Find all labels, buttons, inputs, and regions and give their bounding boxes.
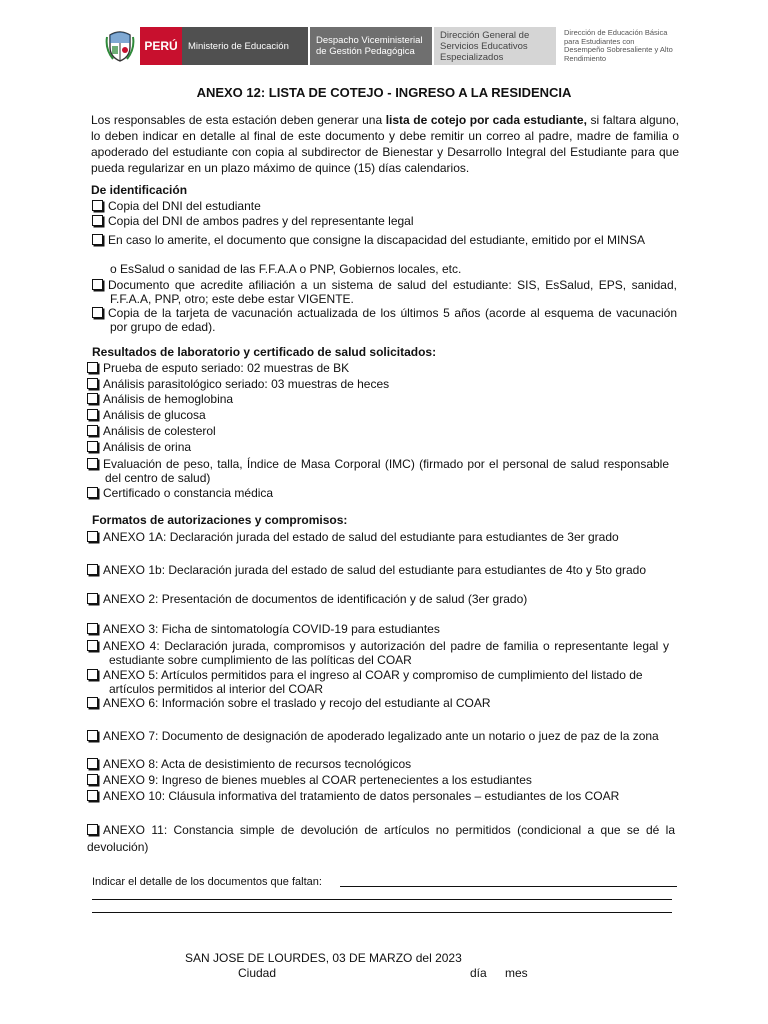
- list-item: ANEXO 2: Presentación de documentos de identificación y de salud (3er grado): [87, 591, 567, 608]
- list-item: ANEXO 6: Información sobre el traslado y recojo del estudiante al COAR: [87, 695, 527, 712]
- list-item: ANEXO 5: Artículos permitidos para el ingreso al COAR y compromiso de cumplimiento del listado de artículos permitidos al interior del COAR: [87, 668, 673, 696]
- checkbox-icon: [87, 393, 98, 404]
- list-item: ANEXO 11: Constancia simple de devolución de artículos no permitidos (condicional a que se dé la devolución): [87, 823, 675, 854]
- coat-of-arms-icon: [100, 27, 140, 65]
- checkbox-icon: [87, 640, 98, 651]
- date-location: SAN JOSE DE LOURDES, 03 DE MARZO del 2023: [185, 951, 462, 965]
- list-item: Análisis de colesterol: [87, 424, 216, 438]
- list-item: ANEXO 9: Ingreso de bienes muebles al COAR pertenecientes a los estudiantes: [87, 773, 532, 787]
- checkbox-icon: [87, 774, 98, 785]
- detalle-label: Indicar el detalle de los documentos que faltan:: [92, 876, 322, 888]
- list-item: Copia del DNI del estudiante: [92, 199, 677, 213]
- list-item: Análisis de hemoglobina: [87, 392, 233, 406]
- checkbox-icon: [92, 307, 103, 318]
- list-item: ANEXO 10: Cláusula informativa del tratamiento de datos personales – estudiantes de los COAR: [87, 789, 662, 803]
- section-laboratorio: Resultados de laboratorio y certificado de salud solicitados:: [92, 345, 437, 359]
- detalle-line[interactable]: [92, 899, 672, 900]
- list-item: ANEXO 7: Documento de designación de apoderado legalizado ante un notario o juez de paz de la zona: [87, 729, 673, 743]
- intro-text-1: Los responsables de esta estación deben generar una: [91, 113, 386, 127]
- checkbox-icon: [92, 215, 103, 226]
- checkbox-icon: [87, 458, 98, 469]
- list-item: En caso lo amerite, el documento que consigne la discapacidad del estudiante, emitido por el MINSA: [92, 232, 677, 249]
- intro-text-2: si faltara alguno, lo deben indicar en detalle al final de este documento y debe remitir un correo al padre, madre de familia o apoderado del estudiante con copia al subdirector de Bienestar y Desarrollo Integral del Estudiante para que pueda regularizar en un plazo máximo de quince (15) días calendarios.: [91, 113, 679, 175]
- intro-bold-text: lista de cotejo por cada estudiante,: [385, 113, 587, 127]
- ministry-header: [100, 27, 688, 65]
- list-item: Certificado o constancia médica: [87, 486, 273, 500]
- list-item: Análisis de orina: [87, 440, 191, 454]
- direccion-general-label: Dirección General de Servicios Educativos Especializados: [432, 27, 556, 65]
- checkbox-icon: [87, 564, 98, 575]
- checkbox-icon: [87, 593, 98, 604]
- mes-label: mes: [505, 966, 528, 980]
- checkbox-icon: [87, 531, 98, 542]
- list-item: Evaluación de peso, talla, Índice de Masa Corporal (IMC) (firmado por el personal de salud responsable del centro de salud): [87, 457, 669, 485]
- list-item: Prueba de esputo seriado: 02 muestras de BK: [87, 361, 349, 375]
- checkbox-icon: [87, 824, 98, 835]
- checkbox-icon: [87, 623, 98, 634]
- list-item: Análisis parasitológico seriado: 03 muestras de heces: [87, 377, 389, 391]
- ministry-label: Ministerio de Educación: [182, 27, 308, 65]
- checkbox-icon: [87, 758, 98, 769]
- checkbox-icon: [87, 378, 98, 389]
- checkbox-icon: [92, 279, 103, 290]
- intro-paragraph: [91, 112, 679, 176]
- ciudad-label: Ciudad: [238, 966, 277, 980]
- detalle-line[interactable]: [92, 912, 672, 913]
- list-item: ANEXO 1b: Declaración jurada del estado de salud del estudiante para estudiantes de 4to y 5to grado: [87, 563, 669, 577]
- list-item: ANEXO 8: Acta de desistimiento de recursos tecnológicos: [87, 757, 411, 771]
- despacho-label: Despacho Viceministerial de Gestión Pedagógica: [308, 27, 432, 65]
- list-item: Documento que acredite afiliación a un sistema de salud del estudiante: SIS, EsSalud, EPS, sanidad, F.F.A.A, PNP, otro; este debe estar VIGENTE.: [92, 278, 677, 306]
- section-identificacion: De identificación: [91, 183, 188, 197]
- checkbox-icon: [87, 487, 98, 498]
- list-item: ANEXO 4: Declaración jurada, compromisos y autorización del padre de familia o representante legal y estudiante sobre cumplimiento de las políticas del COAR: [87, 639, 669, 667]
- list-item: Copia del DNI de ambos padres y del representante legal: [92, 214, 677, 228]
- checkbox-icon: [87, 409, 98, 420]
- detalle-line[interactable]: [340, 886, 677, 887]
- checkbox-icon: [87, 730, 98, 741]
- list-item: Copia de la tarjeta de vacunación actualizada de los últimos 5 años (acorde al esquema de vacunación por grupo de edad).: [92, 306, 677, 334]
- checkbox-icon: [87, 790, 98, 801]
- checkbox-icon: [87, 362, 98, 373]
- list-item: ANEXO 1A: Declaración jurada del estado de salud del estudiante para estudiantes de 3er grado: [87, 529, 660, 546]
- checkbox-icon: [92, 200, 103, 211]
- list-item-continuation: o EsSalud o sanidad de las F.F.A.A o PNP, Gobiernos locales, etc.: [110, 262, 462, 276]
- list-item: Análisis de glucosa: [87, 408, 206, 422]
- direccion-basica-label: Dirección de Educación Básica para Estudiantes con Desempeño Sobresaliente y Alto Rendimiento: [556, 27, 680, 65]
- checkbox-icon: [87, 441, 98, 452]
- checkbox-icon: [92, 234, 103, 245]
- peru-label: PERÚ: [140, 27, 182, 65]
- list-item: ANEXO 3: Ficha de sintomatología COVID-19 para estudiantes: [87, 622, 440, 636]
- checkbox-icon: [87, 669, 98, 680]
- section-formatos: Formatos de autorizaciones y compromisos:: [92, 513, 348, 527]
- checkbox-icon: [87, 697, 98, 708]
- document-title: ANEXO 12: LISTA DE COTEJO - INGRESO A LA RESIDENCIA: [196, 85, 572, 100]
- dia-label: día: [470, 966, 487, 980]
- checkbox-icon: [87, 425, 98, 436]
